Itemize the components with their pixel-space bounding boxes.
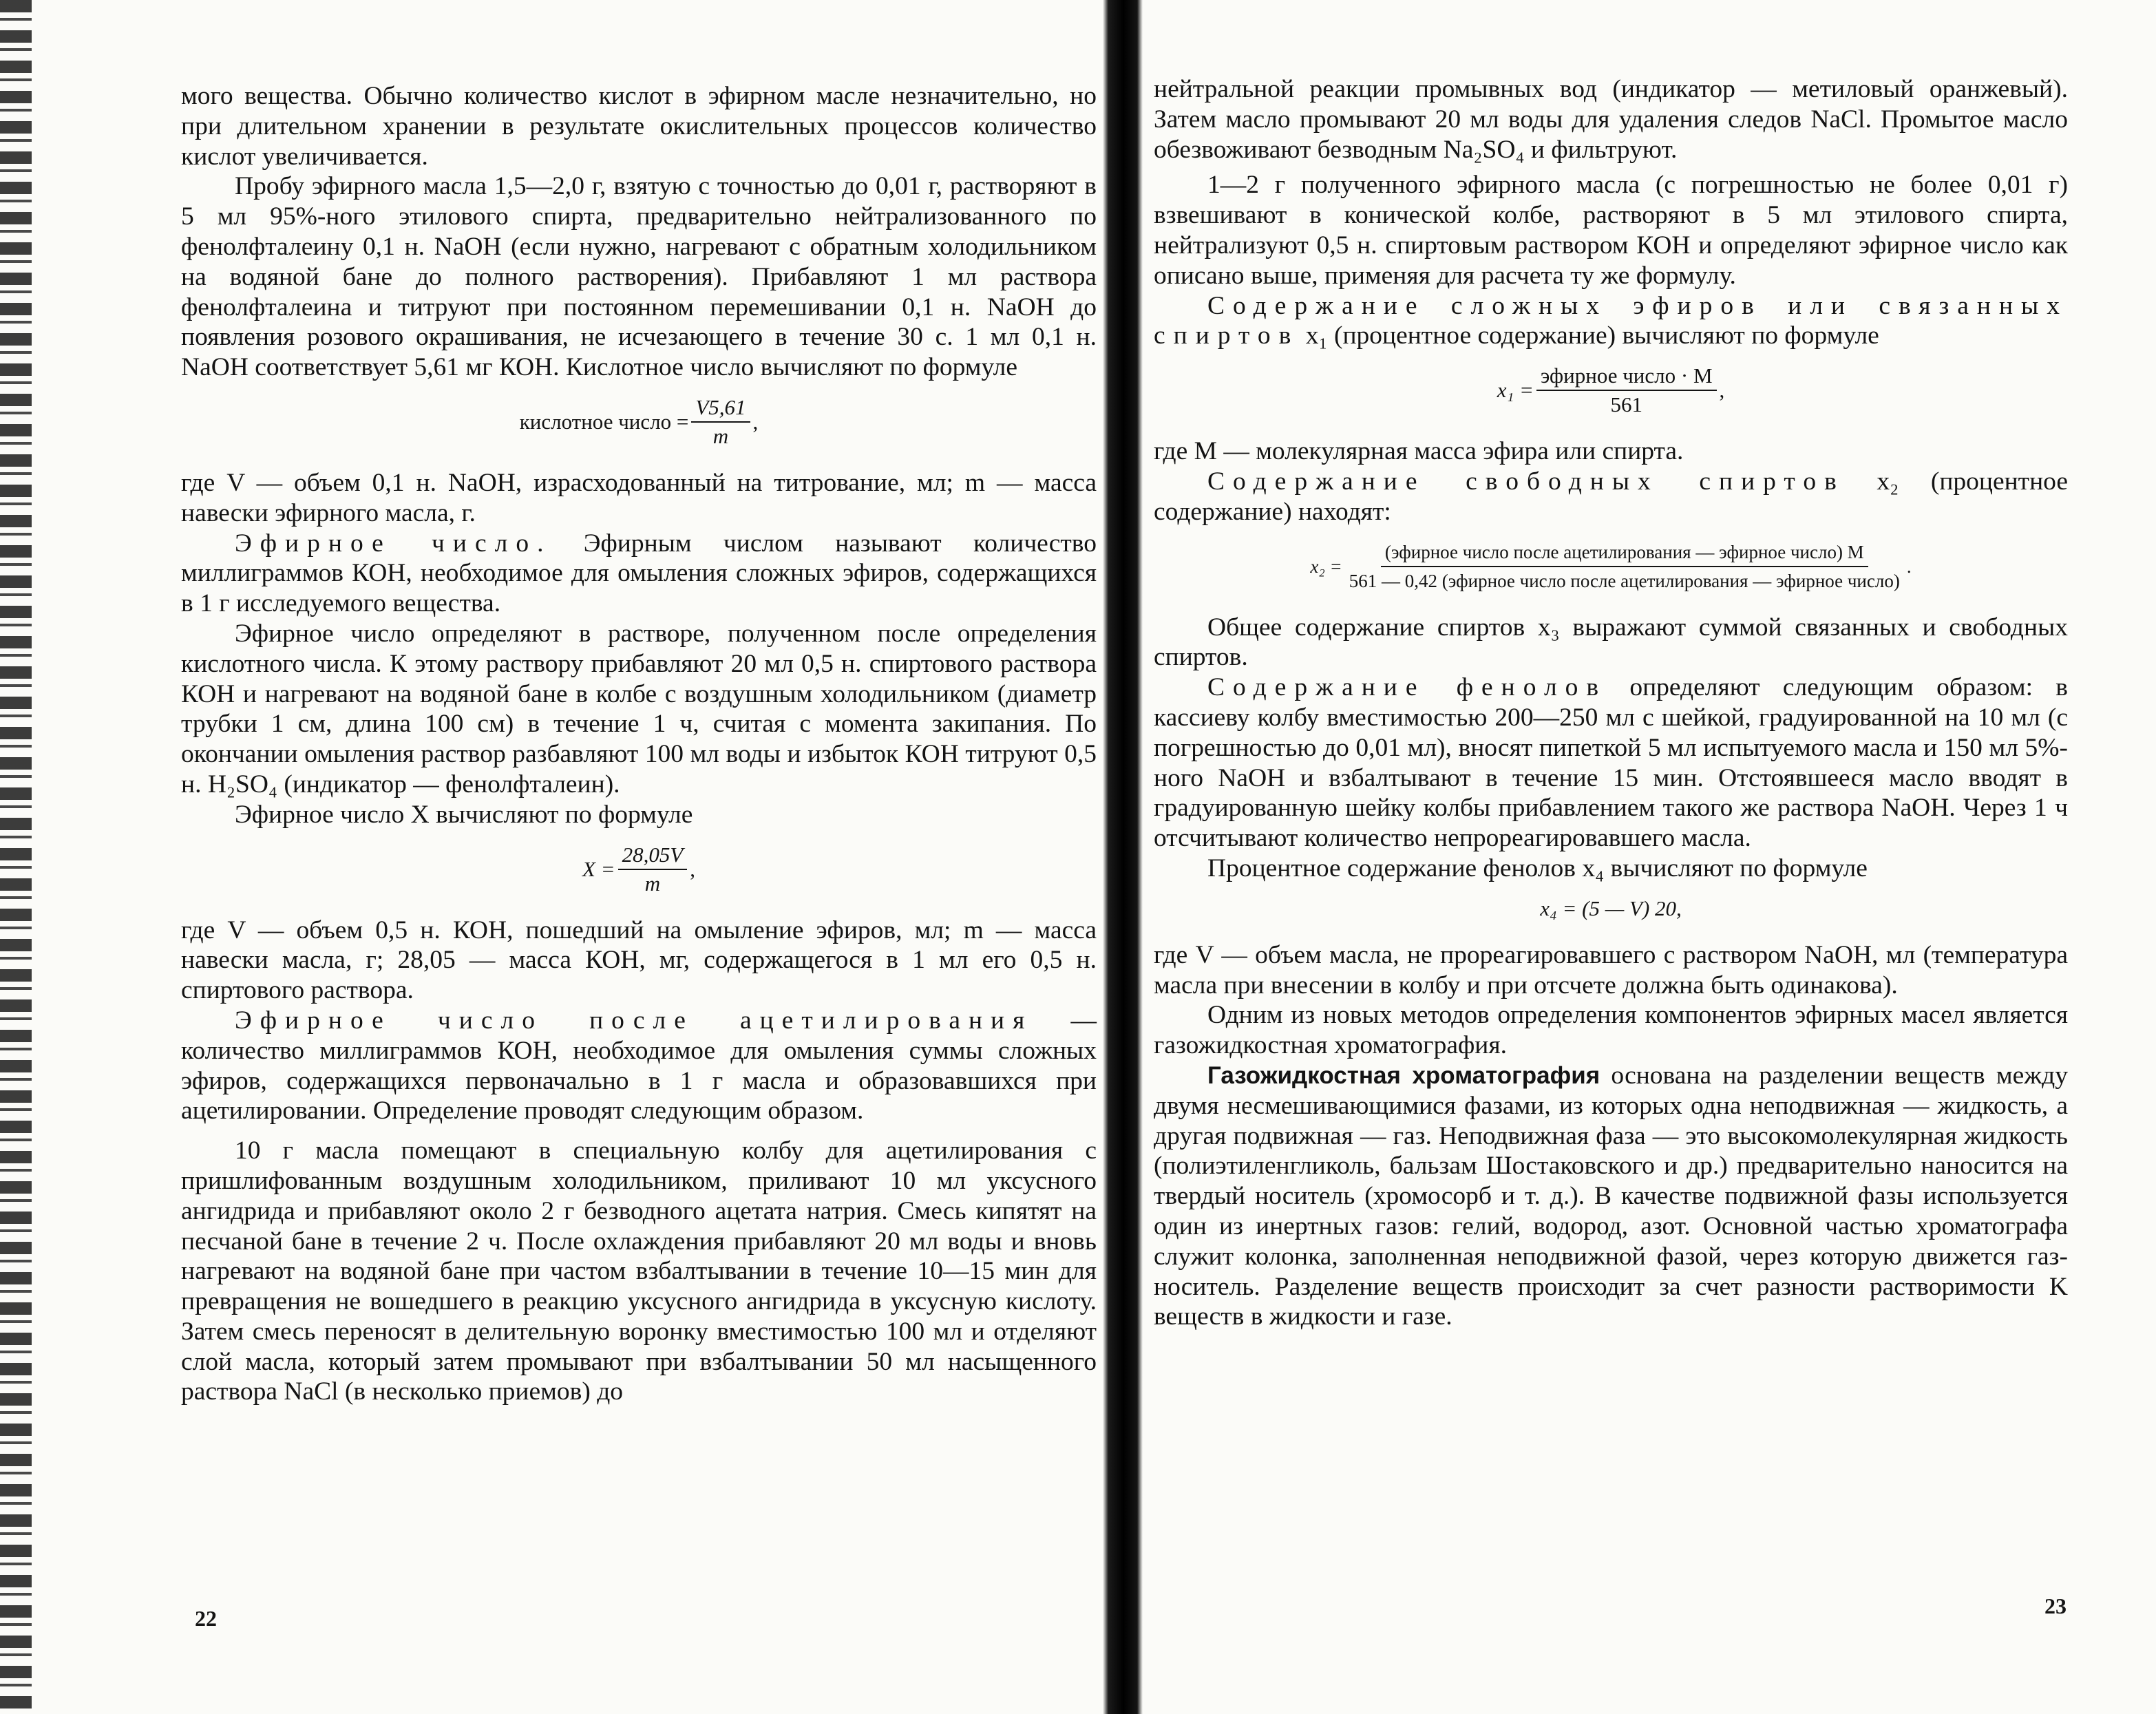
paragraph: мого вещества. Обычно количество кислот в эфирном масле незначительно, но при длительном хранении в результате окислительных процессов количество кислот увеличивается. — [181, 82, 1097, 171]
numerator: эфирное число · M — [1536, 363, 1717, 391]
formula-lhs: кислотное число = — [519, 409, 689, 434]
left-page-text — [181, 81, 1097, 1407]
formula: x₄ = (5 — V) 20, — [1540, 896, 1682, 920]
paragraph: Эфирное число. Эфирным числом называют количество миллиграммов КОН, необходимое для омыления сложных эфиров, содержащихся в 1 г исследуемого вещества. — [181, 529, 1097, 618]
paragraph: где V — объем масла, не прореагировавшего с раствором NaOH, мл (температура масла при внесении в колбу и при отсчете должна быть одинакова). — [1154, 940, 2068, 999]
denominator: 561 — 0,42 (эфирное число после ацетилирования — эфирное число) — [1349, 570, 1900, 591]
paragraph: Пробу эфирного масла 1,5—2,0 г, взятую с точностью до 0,01 г, растворяют в 5 мл 95%-ного этилового спирта, предварительно нейтрализованного по фенолфталеину 0,1 н. NaOH (если нужно, нагревают с обратным холодильником на водяной бане до полного растворения). Прибавляют 1 мл раствора фенолфталеина и титруют при постоянном перемешивании 0,1 н. NaOH до появления розового окрашивания, не исчезающего в течение 30 с. 1 мл 0,1 н. NaOH соответствует 5,61 мг КОН. Кислотное число вычисляют по формуле — [181, 172, 1097, 382]
paragraph: где V — объем 0,5 н. КОН, пошедший на омыление эфиров, мл; m — масса навески масла, г; 28,05 — масса КОН, мг, содержащегося в 1 мл его 0,5 н. спиртового раствора. — [181, 916, 1097, 1005]
paragraph: Общее содержание спиртов x₃ выражают суммой связанных и свободных спиртов. — [1154, 613, 2068, 672]
paragraph: где V — объем 0,1 н. NaOH, израсходованный на титрование, мл; m — масса навески эфирного масла, г. — [181, 468, 1097, 527]
fraction — [1536, 363, 1717, 417]
book-gutter-shadow — [1103, 0, 1143, 1714]
bound-alcohols-formula — [1154, 363, 2068, 417]
denominator: m — [644, 871, 661, 896]
formula-end: , — [1719, 378, 1725, 403]
paragraph: Эфирное число после ацетилирования — количество миллиграммов КОН, необходимое для омыления суммы сложных эфиров, содержащихся первоначально в 1 г масла и образовавшихся при ацетилировании. Определение проводят следующим образом. — [181, 1006, 1097, 1125]
paragraph: Процентное содержание фенолов x₄ вычисляют по формуле — [1207, 854, 1868, 882]
scan-edge-shadow — [0, 0, 32, 1714]
section-heading: Содержание сложных эфиров или связанных спиртов — [1154, 291, 2068, 350]
paragraph: Эфирное число определяют в растворе, полученном после определения кислотного числа. К этому раствору прибавляют 20 мл 0,5 н. спиртового раствора КОН и нагревают на водяной бане в колбе с воздушным холодильником (диаметр трубки 1 см, длина 100 см) в течение 1 ч, считая с момента закипания. По окончании омыления раствор разбавляют 100 мл воды и избыток КОН титруют 0,5 н. H₂SO₄ (индикатор — фенолфталеин). — [181, 619, 1097, 798]
paragraph: Эфирное число X вычисляют по формуле — [235, 800, 693, 829]
paragraph: Содержание фенолов определяют следующим образом: в кассиеву колбу вместимостью 200—250 мл с шейкой, градуированной на 10 мл (с погрешностью до 0,01 мл), вносят пипеткой 5 мл испытуемого масла и 150 мл 5%-ного NaOH и взбалтывают в течение 15 мин. Отстоявшееся масло вводят в градуированную шейку колбы прибавлением такого же раствора NaOH. Через 1 ч отсчитывают количество непрореагировавшего масла. — [1154, 673, 2068, 853]
section-heading: Эфирное число после ацетилирования — [235, 1006, 1033, 1035]
section-heading: Содержание свободных спиртов — [1207, 467, 1845, 496]
page-number: 23 — [2044, 1594, 2067, 1618]
paragraph: Содержание сложных эфиров или связанных спиртов x₁ (процентное содержание) вычисляют по формуле — [1154, 291, 2068, 350]
fraction — [691, 395, 750, 449]
fraction — [618, 843, 688, 896]
free-alcohols-formula — [1154, 540, 2068, 593]
ester-number-formula — [181, 843, 1097, 896]
denominator: m — [712, 423, 729, 448]
numerator: V5,61 — [691, 395, 750, 423]
acid-number-formula — [181, 395, 1097, 449]
paragraph: Газожидкостная хроматография основана на разделении веществ между двумя несмешивающимися фазами, из которых одна неподвижная — жидкость, а другая подвижная — газ. Неподвижная фаза — это высокомолекулярная жидкость (полиэтиленгликоль, бальзам Шостаковского и др.) предварительно наносится на твердый носитель (хромосорб и т. д.). В качестве подвижной фазы используется один из инертных газов: гелий, водород, азот. Основной частью хроматографа служит колонка, заполненная неподвижной фазой, через которую движется газ-носитель. Разделение веществ происходит за счет разности растворимости K веществ в жидкости и газе. — [1154, 1061, 2068, 1331]
paragraph: нейтральной реакции промывных вод (индикатор — метиловый оранжевый). Затем масло промывают 20 мл воды для удаления следов NaCl. Промытое масло обезвоживают безводным Na₂SO₄ и фильтруют. — [1154, 75, 2068, 164]
numerator: 28,05V — [618, 843, 688, 870]
section-heading: Содержание фенолов — [1207, 673, 1607, 702]
paragraph: 10 г масла помещают в специальную колбу для ацетилирования с пришлифованным воздушным холодильником, приливают 10 мл уксусного ангидрида и прибавляют около 2 г безводного ацетата натрия. Смесь кипятят на песчаной бане в течение 2 ч. После охлаждения прибавляют 20 мл воды и вновь нагревают на водяной бане при частом взбалтывании в течение 10—15 мин для превращения не вошедшего в реакцию уксусного ангидрида в уксусную кислоту. Затем смесь переносят в делительную воронку вместимостью 100 мл и отделяют слой масла, который затем промывают при взбалтывании 50 мл насыщенного раствора NaCl (в несколько приемов) до — [181, 1136, 1097, 1406]
right-page-text — [1154, 74, 2068, 1332]
formula-end: . — [1906, 556, 1912, 577]
paragraph: Одним из новых методов определения компонентов эфирных масел является газожидкостная хроматография. — [1154, 1001, 2068, 1060]
bold-term: Газожидкостная хроматография — [1207, 1061, 1600, 1089]
formula-lhs: x₁ = — [1497, 378, 1534, 403]
page-number: 22 — [195, 1606, 217, 1631]
phenols-formula — [1154, 896, 2068, 921]
numerator: (эфирное число после ацетилирования — эфирное число) M — [1381, 540, 1868, 567]
section-heading: Эфирное число. — [235, 529, 552, 558]
denominator: 561 — [1610, 392, 1642, 417]
paragraph: где M — молекулярная масса эфира или спирта. — [1154, 437, 1684, 466]
formula-end: , — [752, 409, 759, 434]
formula-lhs: x₂ = — [1310, 556, 1342, 577]
fraction — [1345, 540, 1904, 593]
formula-end: , — [690, 856, 696, 881]
paragraph: 1—2 г полученного эфирного масла (с погрешностью не более 0,01 г) взвешивают в конической колбе, растворяют в 5 мл этилового спирта, нейтрализуют 0,5 н. спиртовым раствором КОН и определяют эфирное число как описано выше, применяя для расчета ту же формулу. — [1154, 171, 2068, 290]
formula-lhs: X = — [582, 856, 615, 881]
paragraph: Содержание свободных спиртов x₂ (процентное содержание) находят: — [1154, 467, 2068, 526]
